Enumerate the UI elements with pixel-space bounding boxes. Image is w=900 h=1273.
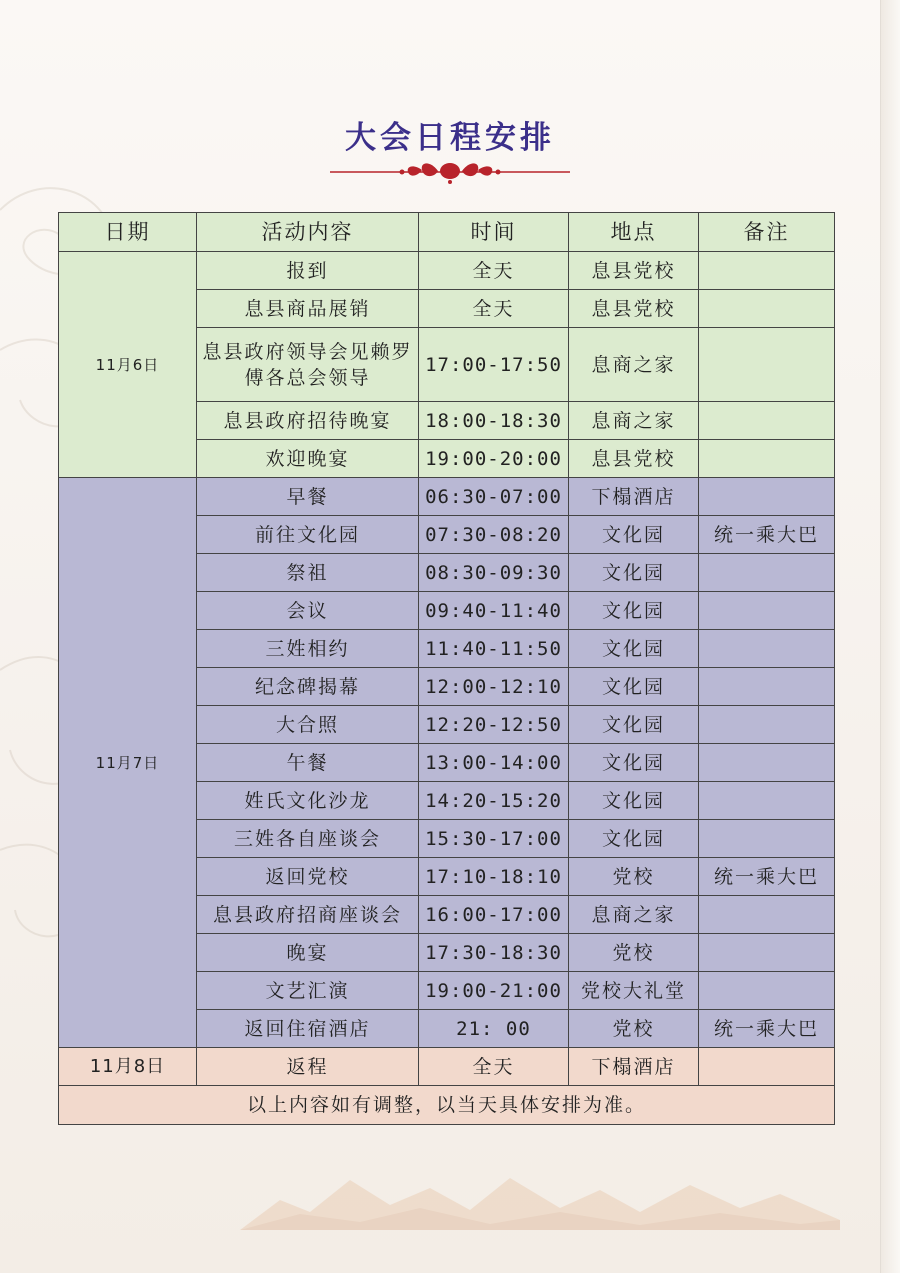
note-cell	[699, 630, 835, 668]
activity-cell: 文艺汇演	[197, 972, 419, 1010]
place-cell: 文化园	[569, 820, 699, 858]
place-cell: 文化园	[569, 630, 699, 668]
place-cell: 文化园	[569, 782, 699, 820]
note-cell	[699, 1048, 835, 1086]
time-cell: 全天	[419, 1048, 569, 1086]
time-cell: 13:00-14:00	[419, 744, 569, 782]
note-cell	[699, 934, 835, 972]
activity-cell: 三姓各自座谈会	[197, 820, 419, 858]
place-cell: 下榻酒店	[569, 1048, 699, 1086]
note-cell: 统一乘大巴	[699, 858, 835, 896]
activity-cell: 纪念碑揭幕	[197, 668, 419, 706]
place-cell: 文化园	[569, 592, 699, 630]
place-cell: 党校	[569, 1010, 699, 1048]
time-cell: 19:00-21:00	[419, 972, 569, 1010]
table-row	[59, 252, 835, 290]
activity-cell: 返回住宿酒店	[197, 1010, 419, 1048]
time-cell: 全天	[419, 252, 569, 290]
note-cell	[699, 554, 835, 592]
activity-cell: 午餐	[197, 744, 419, 782]
note-cell	[699, 478, 835, 516]
time-cell: 17:00-17:50	[419, 328, 569, 402]
place-cell: 息县党校	[569, 252, 699, 290]
time-cell: 15:30-17:00	[419, 820, 569, 858]
time-cell: 09:40-11:40	[419, 592, 569, 630]
activity-cell: 前往文化园	[197, 516, 419, 554]
note-cell	[699, 782, 835, 820]
activity-cell: 大合照	[197, 706, 419, 744]
footnote-row	[59, 1086, 835, 1125]
activity-cell: 息县商品展销	[197, 290, 419, 328]
ornament-divider-icon	[330, 156, 570, 186]
note-cell	[699, 972, 835, 1010]
header-note: 备注	[699, 213, 835, 252]
header-activity: 活动内容	[197, 213, 419, 252]
note-cell	[699, 440, 835, 478]
place-cell: 文化园	[569, 706, 699, 744]
note-cell	[699, 402, 835, 440]
place-cell: 文化园	[569, 744, 699, 782]
activity-cell: 返回党校	[197, 858, 419, 896]
place-cell: 息县党校	[569, 440, 699, 478]
time-cell: 08:30-09:30	[419, 554, 569, 592]
place-cell: 党校大礼堂	[569, 972, 699, 1010]
place-cell: 文化园	[569, 668, 699, 706]
note-cell	[699, 820, 835, 858]
time-cell: 17:10-18:10	[419, 858, 569, 896]
place-cell: 下榻酒店	[569, 478, 699, 516]
time-cell: 21: 00	[419, 1010, 569, 1048]
mountain-decoration-icon	[240, 1150, 840, 1230]
activity-cell: 息县政府招待晚宴	[197, 402, 419, 440]
time-cell: 06:30-07:00	[419, 478, 569, 516]
activity-cell: 返程	[197, 1048, 419, 1086]
activity-cell: 早餐	[197, 478, 419, 516]
place-cell: 息商之家	[569, 402, 699, 440]
time-cell: 17:30-18:30	[419, 934, 569, 972]
header-place: 地点	[569, 213, 699, 252]
activity-cell: 晚宴	[197, 934, 419, 972]
time-cell: 12:20-12:50	[419, 706, 569, 744]
header-time: 时间	[419, 213, 569, 252]
note-cell	[699, 290, 835, 328]
place-cell: 息县党校	[569, 290, 699, 328]
time-cell: 全天	[419, 290, 569, 328]
place-cell: 文化园	[569, 516, 699, 554]
note-cell	[699, 328, 835, 402]
table-row	[59, 1048, 835, 1086]
activity-cell: 姓氏文化沙龙	[197, 782, 419, 820]
activity-cell: 欢迎晚宴	[197, 440, 419, 478]
place-cell: 息商之家	[569, 896, 699, 934]
date-cell: 11月6日	[59, 252, 197, 478]
note-cell	[699, 592, 835, 630]
note-cell	[699, 744, 835, 782]
activity-cell: 报到	[197, 252, 419, 290]
note-cell	[699, 252, 835, 290]
activity-cell: 祭祖	[197, 554, 419, 592]
page-edge-strip	[880, 0, 900, 1273]
place-cell: 党校	[569, 934, 699, 972]
activity-cell: 三姓相约	[197, 630, 419, 668]
time-cell: 16:00-17:00	[419, 896, 569, 934]
activity-cell: 会议	[197, 592, 419, 630]
place-cell: 文化园	[569, 554, 699, 592]
footnote: 以上内容如有调整，以当天具体安排为准。	[59, 1086, 835, 1125]
time-cell: 18:00-18:30	[419, 402, 569, 440]
activity-cell: 息县政府招商座谈会	[197, 896, 419, 934]
place-cell: 党校	[569, 858, 699, 896]
note-cell: 统一乘大巴	[699, 1010, 835, 1048]
header-date: 日期	[59, 213, 197, 252]
table-row	[59, 478, 835, 516]
note-cell	[699, 668, 835, 706]
note-cell	[699, 896, 835, 934]
schedule-table	[58, 212, 835, 1125]
activity-cell: 息县政府领导会见赖罗傅各总会领导	[197, 328, 419, 402]
date-cell: 11月7日	[59, 478, 197, 1048]
time-cell: 07:30-08:20	[419, 516, 569, 554]
time-cell: 19:00-20:00	[419, 440, 569, 478]
note-cell	[699, 706, 835, 744]
time-cell: 14:20-15:20	[419, 782, 569, 820]
place-cell: 息商之家	[569, 328, 699, 402]
note-cell: 统一乘大巴	[699, 516, 835, 554]
time-cell: 11:40-11:50	[419, 630, 569, 668]
table-header-row	[59, 213, 835, 252]
date-cell: 11月8日	[59, 1048, 197, 1086]
time-cell: 12:00-12:10	[419, 668, 569, 706]
page-title: 大会日程安排	[345, 120, 555, 156]
